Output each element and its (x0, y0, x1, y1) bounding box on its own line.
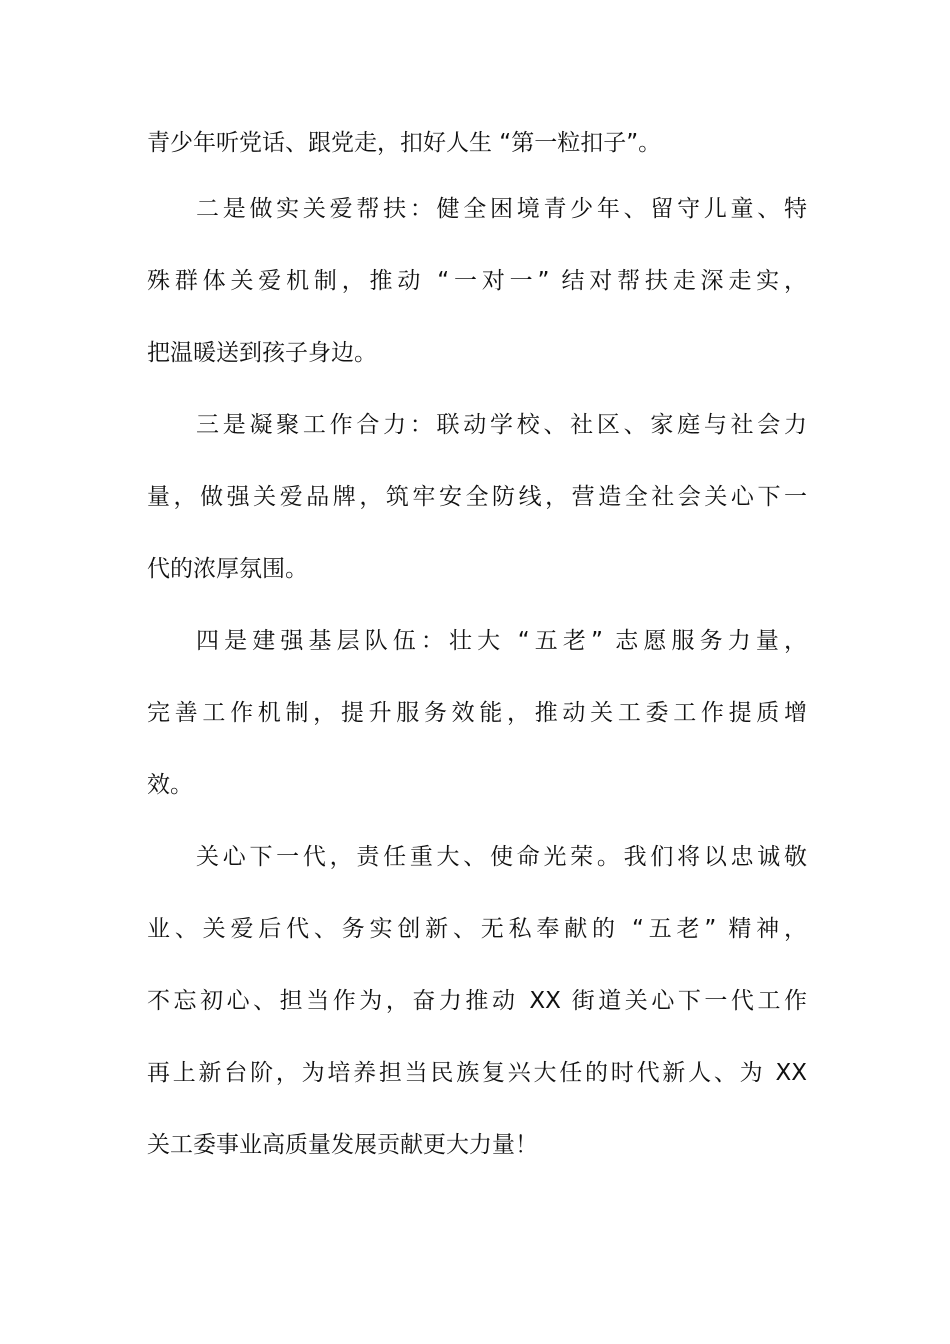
paragraph (147, 173, 807, 389)
text-line: 代的浓厚氛围。 (147, 556, 308, 582)
text-line: 关心下一代，责任重大、使命光荣。我们将以忠诚敬 (196, 844, 807, 870)
text-line: 量，做强关爱品牌，筑牢安全防线，营造全社会关心下一 (147, 484, 807, 510)
paragraph (147, 821, 807, 1181)
text-line: 效。 (147, 772, 193, 798)
paragraph (147, 389, 807, 605)
text-line: 三是凝聚工作合力：联动学校、社区、家庭与社会力 (196, 412, 807, 438)
document-body (147, 107, 807, 1181)
text-line: 把温暖送到孩子身边。 (147, 340, 377, 366)
paragraph (147, 605, 807, 821)
text-line: 关工委事业高质量发展贡献更大力量！ (147, 1132, 538, 1158)
text-line: 不忘初心、担当作为，奋力推动 XX 街道关心下一代工作 (147, 988, 807, 1014)
text-line: 青少年听党话、跟党走，扣好人生 “第一粒扣子”。 (147, 130, 662, 156)
text-line: 二是做实关爱帮扶：健全困境青少年、留守儿童、特 (196, 196, 807, 222)
text-line: 再上新台阶，为培养担当民族复兴大任的时代新人、为 XX (147, 1060, 807, 1086)
text-line: 殊群体关爱机制，推动 “一对一” 结对帮扶走深走实， (147, 268, 807, 294)
text-line: 完善工作机制，提升服务效能，推动关工委工作提质增 (147, 700, 807, 726)
text-line: 业、关爱后代、务实创新、无私奉献的 “五老” 精神， (147, 916, 807, 942)
text-line: 四是建强基层队伍：壮大 “五老” 志愿服务力量， (196, 628, 807, 654)
paragraph (147, 107, 807, 173)
